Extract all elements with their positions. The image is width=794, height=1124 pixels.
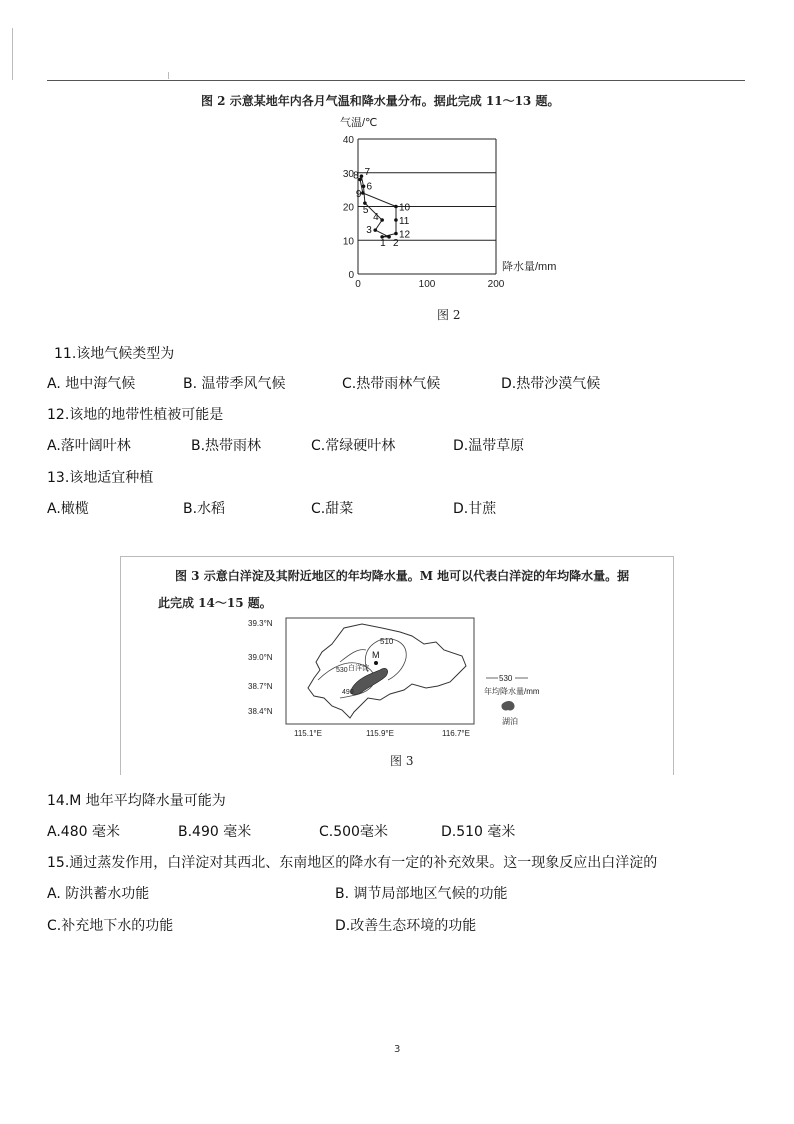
y-tick-label: 40 [342, 135, 354, 146]
q15-option-c: C.补充地下水的功能 [47, 918, 174, 934]
lat-label: 39.3°N [248, 619, 273, 628]
q13-option-b: B.水稻 [183, 501, 226, 517]
data-point-month-6 [362, 184, 366, 188]
data-label-month-9: 9 [355, 189, 362, 200]
legend-isohyet-text: 年均降水量/mm [484, 687, 540, 696]
top-rule [47, 80, 745, 81]
q11-option-a: A. 地中海气候 [47, 376, 136, 392]
data-label-month-12: 12 [398, 229, 411, 241]
y-axis-label: 气温/℃ [340, 117, 378, 129]
data-point-month-11 [394, 218, 398, 222]
q15-option-b: B. 调节局部地区气候的功能 [335, 886, 508, 902]
y-tick-label: 30 [342, 168, 354, 180]
q13-option-c: C.甜菜 [311, 501, 354, 517]
q14-option-b: B.490 毫米 [178, 824, 252, 840]
data-point-month-8 [358, 178, 362, 182]
lon-label: 116.7°E [442, 729, 470, 738]
figure3-intro-line2: 此完成 14～15 题。 [158, 596, 272, 610]
x-tick-label: 100 [418, 279, 436, 290]
q14-option-a: A.480 毫米 [47, 824, 120, 840]
lon-label: 115.9°E [366, 729, 394, 738]
data-label-month-5: 5 [362, 205, 369, 217]
figure2-caption: 图 2 [437, 308, 461, 322]
question-13-stem: 13.该地适宜种植 [47, 470, 154, 486]
data-label-month-8: 8 [353, 170, 359, 182]
q14-option-c: C.500毫米 [319, 824, 388, 840]
legend-lake-text: 湖泊 [502, 717, 518, 726]
q12-option-c: C.常绿硬叶林 [311, 438, 396, 454]
data-point-month-3 [373, 228, 377, 232]
q15-option-a: A. 防洪蓄水功能 [47, 886, 150, 902]
point-m-marker [374, 661, 378, 665]
figure3-intro-line1: 图 3 示意白洋淀及其附近地区的年均降水量。M 地可以代表白洋淀的年均降水量。据 [175, 569, 630, 583]
legend-isohyet-value: 530 [499, 674, 513, 683]
question-15-stem: 15.通过蒸发作用，白洋淀对其西北、东南地区的降水有一定的补充效果。这一现象反应出白洋淀的 [47, 855, 658, 871]
q11-option-b: B. 温带季风气候 [183, 376, 286, 392]
data-label-month-10: 10 [398, 202, 411, 214]
isohyet-label-530: 530 [336, 667, 348, 674]
data-label-month-11: 11 [398, 216, 410, 227]
question-12-stem: 12.该地的地带性植被可能是 [47, 407, 224, 423]
data-label-month-2: 2 [393, 237, 399, 249]
q11-option-d: D.热带沙漠气候 [501, 376, 601, 392]
isohyet-label-510: 510 [380, 637, 394, 646]
x-tick-label: 0 [355, 279, 361, 290]
data-point-month-2 [387, 235, 391, 239]
y-tick-label: 20 [342, 202, 354, 214]
data-label-month-6: 6 [366, 181, 373, 193]
q12-option-b: B.热带雨林 [191, 438, 262, 454]
q13-option-a: A.橄榄 [47, 501, 89, 517]
scan-tick-mark [168, 72, 169, 79]
y-tick-label: 10 [342, 236, 354, 248]
data-label-month-7: 7 [364, 167, 371, 179]
data-label-month-1: 1 [380, 237, 386, 249]
lat-label: 38.7°N [248, 682, 273, 691]
isohyet-label-490: 490 [342, 689, 354, 696]
legend-lake-swatch [501, 701, 514, 711]
point-m-label: M [372, 650, 380, 660]
x-axis-label: 降水量/mm [502, 261, 557, 273]
q11-option-c: C.热带雨林气候 [342, 376, 441, 392]
data-label-month-3: 3 [366, 225, 372, 237]
figure3-map [240, 614, 560, 740]
figure2-chart [330, 112, 570, 292]
data-point-month-9 [361, 191, 365, 195]
data-point-month-7 [360, 174, 364, 178]
x-tick-label: 200 [487, 279, 505, 290]
lat-label: 38.4°N [248, 707, 273, 716]
lat-label: 39.0°N [248, 653, 273, 662]
q12-option-d: D.温带草原 [453, 438, 525, 454]
page-number: 3 [394, 1044, 401, 1055]
figure2-intro: 图 2 示意某地年内各月气温和降水量分布。据此完成 11～13 题。 [201, 94, 560, 108]
question-14-stem: 14.M 地年平均降水量可能为 [47, 793, 226, 809]
data-point-month-12 [394, 232, 398, 236]
lon-label: 115.1°E [294, 729, 322, 738]
q12-option-a: A.落叶阔叶林 [47, 438, 131, 454]
data-label-month-4: 4 [373, 212, 379, 223]
baiyangdian-lake [351, 668, 388, 694]
q13-option-d: D.甘蔗 [453, 501, 497, 517]
y-tick-label: 0 [348, 270, 354, 281]
figure3-caption: 图 3 [390, 754, 414, 768]
question-11-stem: 11.该地气候类型为 [54, 346, 175, 362]
q15-option-d: D.改善生态环境的功能 [335, 918, 477, 934]
scan-edge-mark [12, 28, 13, 80]
data-point-month-10 [394, 205, 398, 209]
data-point-month-4 [380, 218, 384, 222]
q14-option-d: D.510 毫米 [441, 824, 516, 840]
isohyet-530 [340, 650, 366, 662]
lake-label: 白洋淀 [348, 665, 369, 672]
